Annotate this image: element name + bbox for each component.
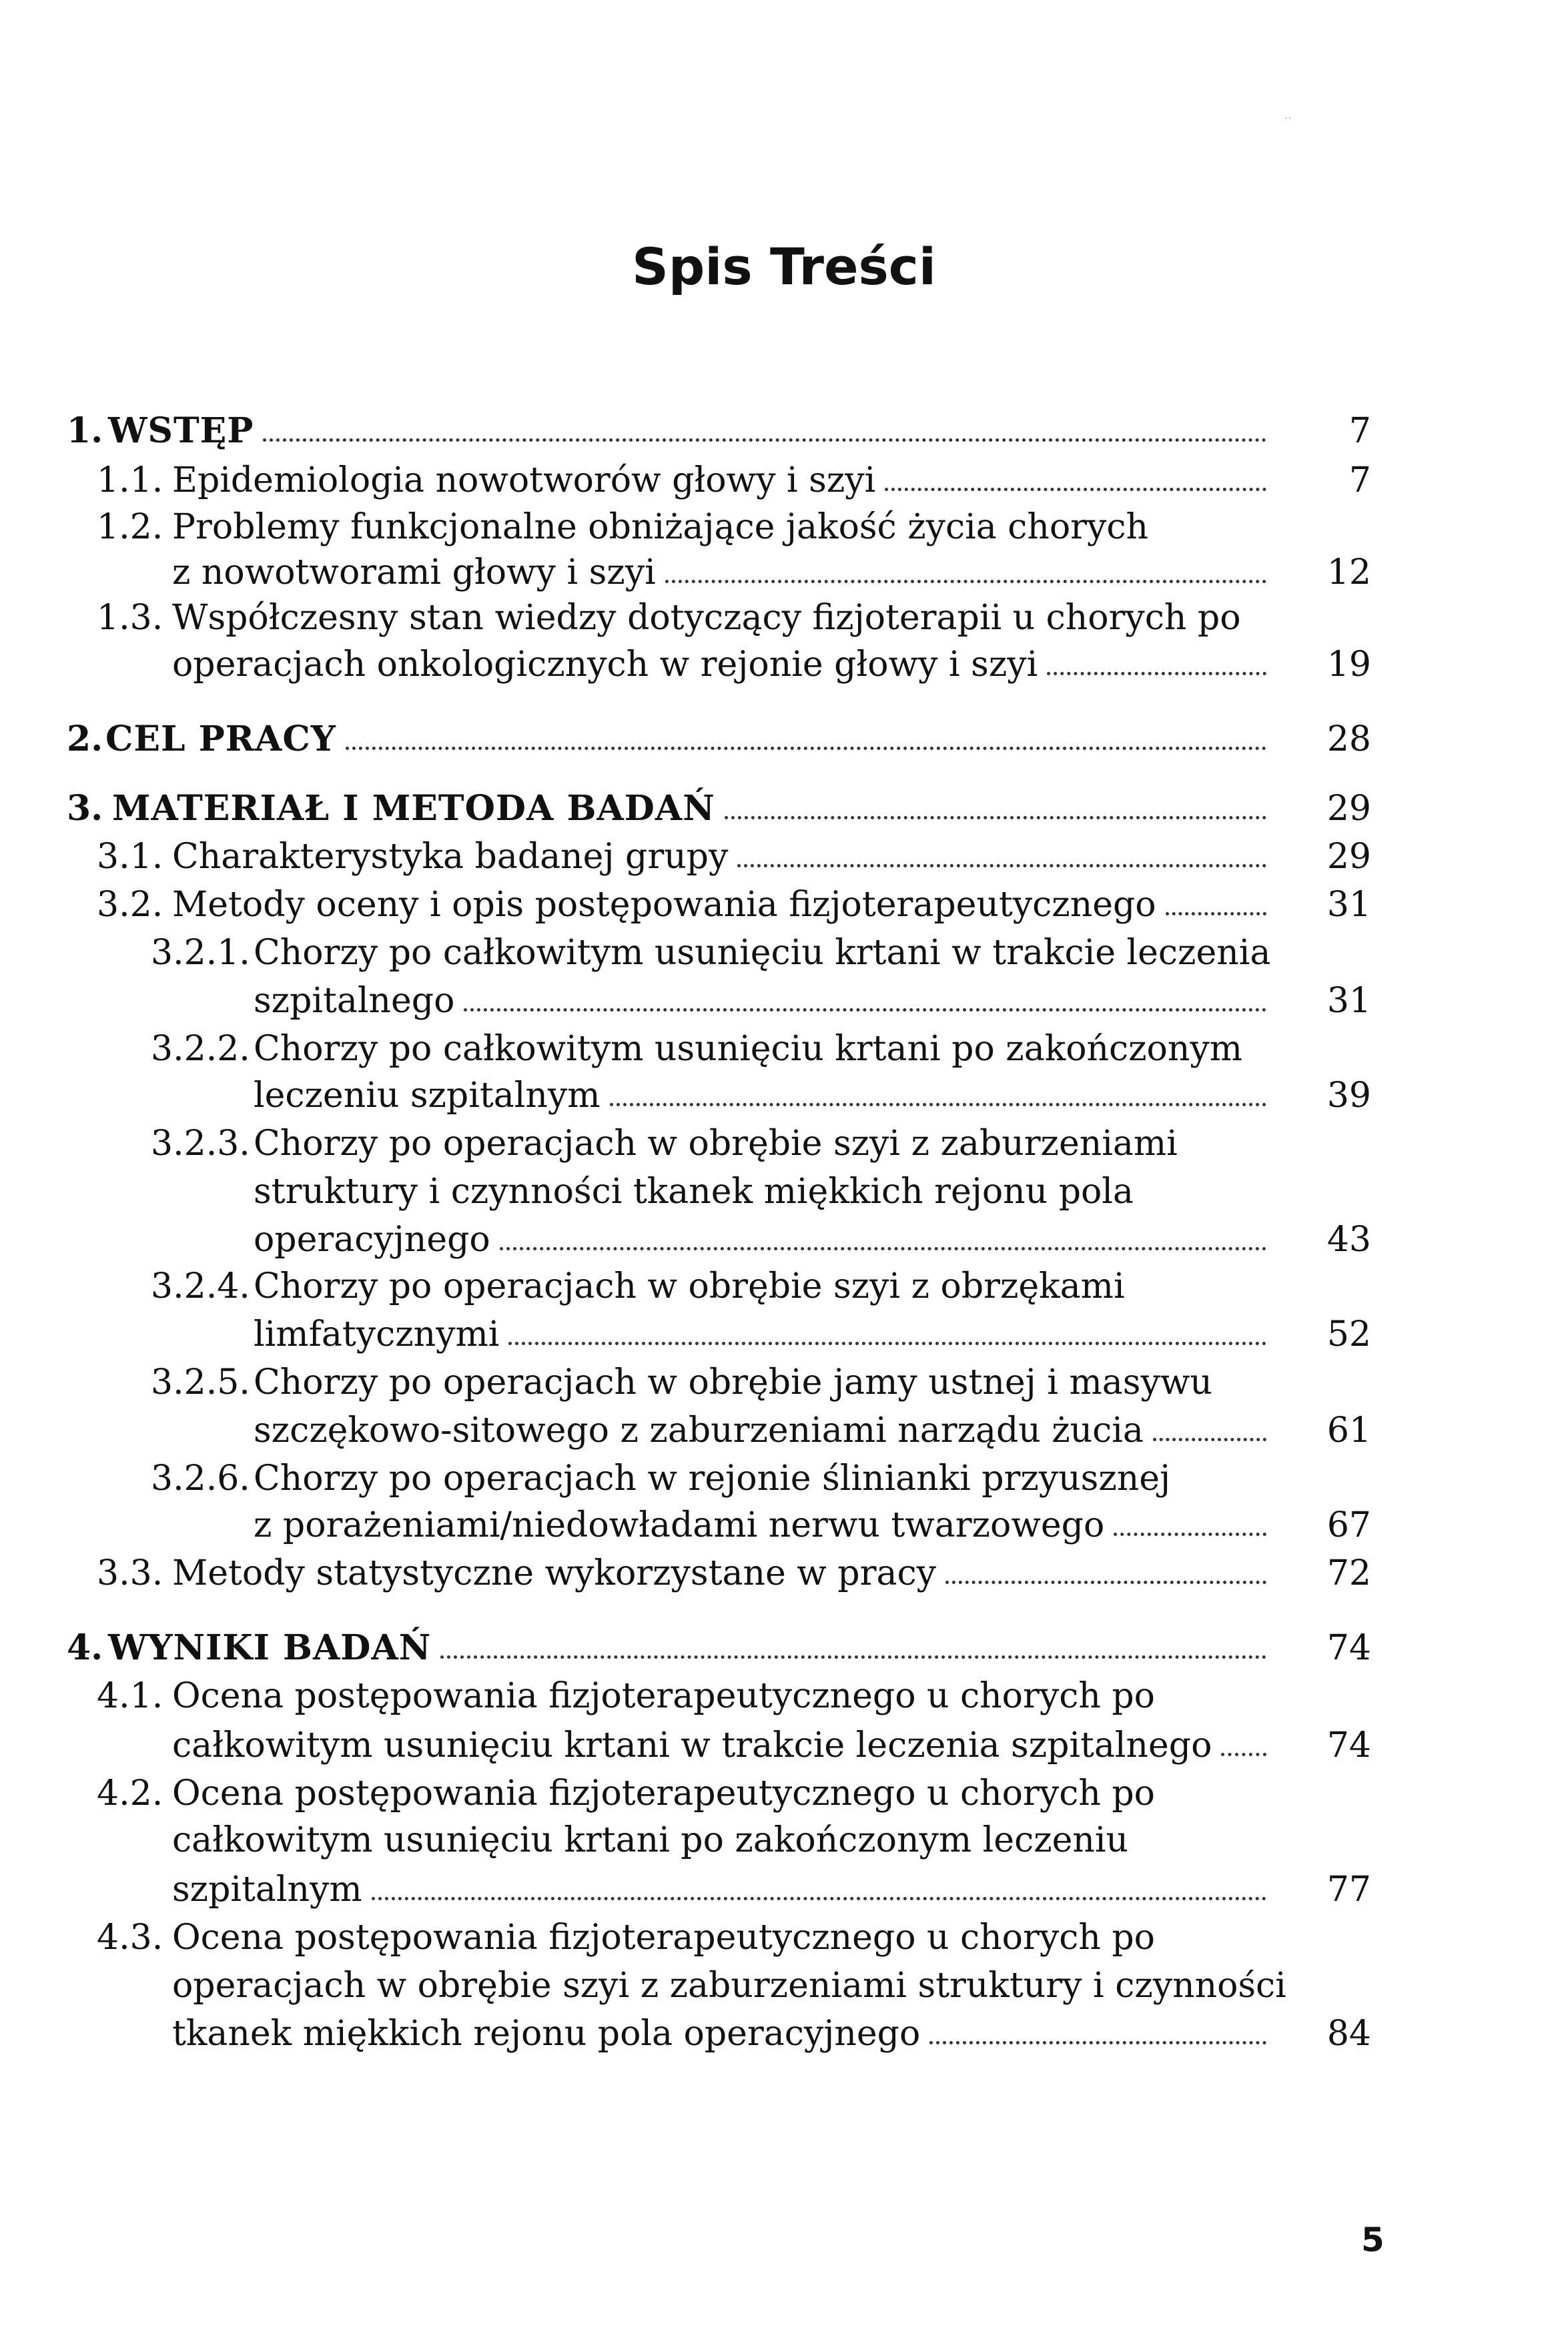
toc-entry-title: Metody statystyczne wykorzystane w pracy (172, 1553, 936, 1593)
toc-entry (67, 1866, 1401, 1914)
toc-page-number: 84 (1326, 2014, 1371, 2054)
toc-entry-title: limfatycznymi (254, 1314, 500, 1354)
dot-leader (508, 1339, 1266, 1345)
toc-entry (67, 1721, 1401, 1770)
toc-entry (67, 1120, 1401, 1168)
toc-entry-title: z nowotworami głowy i szyi (172, 552, 656, 593)
toc-entry (67, 1072, 1401, 1120)
toc-entry-number: 3.2. (97, 885, 163, 925)
toc-entry (67, 715, 1401, 763)
dot-leader (737, 861, 1266, 867)
toc-entry-title: Charakterystyka badanej grupy (172, 837, 729, 877)
toc-entry-title: Chorzy po operacjach w rejonie ślinianki przyusznej (254, 1459, 1171, 1499)
toc-entry-title: operacjach onkologicznych w rejonie głowy i szyi (172, 645, 1038, 685)
toc-entry-title: struktury i czynności tkanek miękkich rejonu pola (254, 1172, 1134, 1212)
toc-page-number: 29 (1326, 837, 1371, 877)
toc-entry (67, 1216, 1401, 1264)
toc-entry (67, 1501, 1401, 1549)
page-number: 5 (1361, 2221, 1385, 2259)
toc-entry-number: 2. (67, 719, 103, 759)
dot-leader (610, 1100, 1266, 1106)
dot-leader (464, 1006, 1266, 1012)
dot-leader (263, 436, 1266, 442)
dot-leader (346, 744, 1266, 750)
toc-page-number: 74 (1326, 1628, 1371, 1668)
toc-entry (67, 1407, 1401, 1455)
toc-entry-title: WYNIKI BADAŃ (108, 1627, 432, 1668)
toc-entry (67, 1624, 1401, 1672)
toc-entry-title: CEL PRACY (105, 719, 336, 759)
toc-entry-title: Chorzy po operacjach w obrębie jamy ustnej i masywu (254, 1362, 1212, 1403)
toc-entry (67, 1672, 1401, 1720)
toc-entry-number: 1.1. (97, 460, 163, 500)
toc-entry-number: 1.2. (97, 507, 163, 547)
dot-leader (372, 1894, 1266, 1900)
toc-page-number: 31 (1326, 885, 1371, 925)
toc-page-number: 39 (1326, 1076, 1371, 1116)
toc-entry-title: Epidemiologia nowotworów głowy i szyi (172, 460, 876, 500)
toc-entry-title: szpitalnym (172, 1870, 362, 1910)
toc-entry-number: 3.2.4. (151, 1266, 250, 1306)
dot-leader (1221, 1750, 1266, 1756)
toc-entry-title: leczeniu szpitalnym (254, 1076, 601, 1116)
toc-entry (67, 785, 1401, 833)
toc-page-number: 7 (1348, 460, 1371, 500)
toc-page-number: 7 (1348, 411, 1371, 451)
dot-leader (1153, 1435, 1266, 1441)
toc-entry-title: szpitalnego (254, 981, 455, 1021)
toc-entry-number: 3.2.3. (151, 1124, 250, 1164)
toc-entry-number: 1. (67, 410, 103, 451)
toc-page-number: 31 (1326, 981, 1371, 1021)
scan-speck: ․․ (1284, 108, 1292, 122)
toc-entry-number: 3.2.5. (151, 1362, 250, 1403)
toc-entry-number: 3.2.2. (151, 1029, 250, 1069)
toc-entry-title: Ocena postępowania fizjoterapeutycznego u chorych po (172, 1774, 1155, 1814)
toc-page-number: 74 (1326, 1725, 1371, 1766)
toc-entry-title: operacyjnego (254, 1220, 490, 1260)
toc-entry-title: Chorzy po operacjach w obrębie szyi z zaburzeniami (254, 1124, 1178, 1164)
toc-page-number: 72 (1326, 1553, 1371, 1593)
toc-entry-title: Problemy funkcjonalne obniżające jakość życia chorych (172, 507, 1149, 547)
dot-leader (665, 577, 1266, 583)
toc-entry-title: Chorzy po całkowitym usunięciu krtani w trakcie leczenia (254, 933, 1271, 973)
dot-leader (440, 1653, 1266, 1659)
dot-leader (929, 2038, 1266, 2044)
toc-entry-title: Ocena postępowania fizjoterapeutycznego u chorych po (172, 1676, 1155, 1716)
toc-entry (67, 503, 1401, 551)
toc-entry (67, 2010, 1401, 2058)
toc-entry (67, 1310, 1401, 1358)
toc-page-number: 19 (1326, 645, 1371, 685)
toc-entry (67, 1262, 1401, 1310)
toc-page-number: 61 (1326, 1411, 1371, 1451)
toc-page-number: 52 (1326, 1314, 1371, 1354)
toc-entry-title: całkowitym usunięciu krtani po zakończonym leczeniu (172, 1820, 1128, 1860)
toc-entry-number: 1.3. (97, 598, 163, 638)
dot-leader (500, 1244, 1266, 1250)
toc-entry-number: 3.3. (97, 1553, 163, 1593)
dot-leader (885, 485, 1266, 491)
dot-leader (1047, 669, 1266, 675)
toc-entry-title: Chorzy po całkowitym usunięciu krtani po zakończonym (254, 1029, 1242, 1069)
toc-entry-title: z porażeniami/niedowładami nerwu twarzowego (254, 1505, 1105, 1545)
toc-entry (67, 407, 1401, 455)
toc-page-number: 29 (1326, 789, 1371, 829)
toc-page-number: 12 (1326, 552, 1371, 593)
toc-entry (67, 1770, 1401, 1818)
dot-leader (725, 813, 1266, 819)
toc-entry-title: Współczesny stan wiedzy dotyczący fizjoterapii u chorych po (172, 598, 1241, 638)
toc-entry-title: operacjach w obrębie szyi z zaburzeniami struktury i czynności (172, 1966, 1286, 2006)
toc-entry (67, 1358, 1401, 1407)
toc-entry (67, 548, 1401, 597)
toc-entry-title: Metody oceny i opis postępowania fizjoterapeutycznego (172, 885, 1156, 925)
page-title: Spis Treści (632, 237, 936, 296)
toc-page-number: 43 (1326, 1220, 1371, 1260)
toc-entry (67, 1962, 1401, 2010)
dot-leader (1114, 1530, 1266, 1536)
dot-leader (945, 1578, 1266, 1584)
toc-entry-number: 4.3. (97, 1918, 163, 1958)
toc-entry (67, 641, 1401, 689)
toc-page-number: 28 (1326, 719, 1371, 759)
toc-entry-number: 3.2.6. (151, 1459, 250, 1499)
toc-entry-title: WSTĘP (108, 410, 254, 451)
toc-entry (67, 1168, 1401, 1216)
toc-entry-title: szczękowo-sitowego z zaburzeniami narządu żucia (254, 1411, 1144, 1451)
dot-leader (1166, 909, 1266, 915)
toc-entry-number: 4. (67, 1627, 103, 1668)
toc-entry (67, 1549, 1401, 1597)
toc-entry (67, 594, 1401, 642)
toc-entry (67, 881, 1401, 929)
toc-entry (67, 456, 1401, 504)
toc-entry-number: 3.1. (97, 837, 163, 877)
toc-entry-title: Ocena postępowania fizjoterapeutycznego u chorych po (172, 1918, 1155, 1958)
toc-entry-number: 4.2. (97, 1774, 163, 1814)
toc-entry (67, 977, 1401, 1025)
toc-entry (67, 1914, 1401, 1962)
toc-entry (67, 929, 1401, 977)
toc-entry-title: Chorzy po operacjach w obrębie szyi z obrzękami (254, 1266, 1125, 1306)
toc-page-number: 77 (1326, 1870, 1371, 1910)
toc-entry-number: 3.2.1. (151, 933, 250, 973)
toc-entry-title: tkanek miękkich rejonu pola operacyjnego (172, 2014, 921, 2054)
toc-entry (67, 1816, 1401, 1864)
toc-entry-number: 3. (67, 788, 103, 829)
toc-entry-title: MATERIAŁ I METODA BADAŃ (112, 788, 715, 829)
toc-page-number: 67 (1326, 1505, 1371, 1545)
toc-entry-title: całkowitym usunięciu krtani w trakcie leczenia szpitalnego (172, 1725, 1212, 1766)
toc-entry-number: 4.1. (97, 1676, 163, 1716)
toc-entry (67, 1455, 1401, 1503)
toc-entry (67, 833, 1401, 881)
toc-entry (67, 1025, 1401, 1073)
